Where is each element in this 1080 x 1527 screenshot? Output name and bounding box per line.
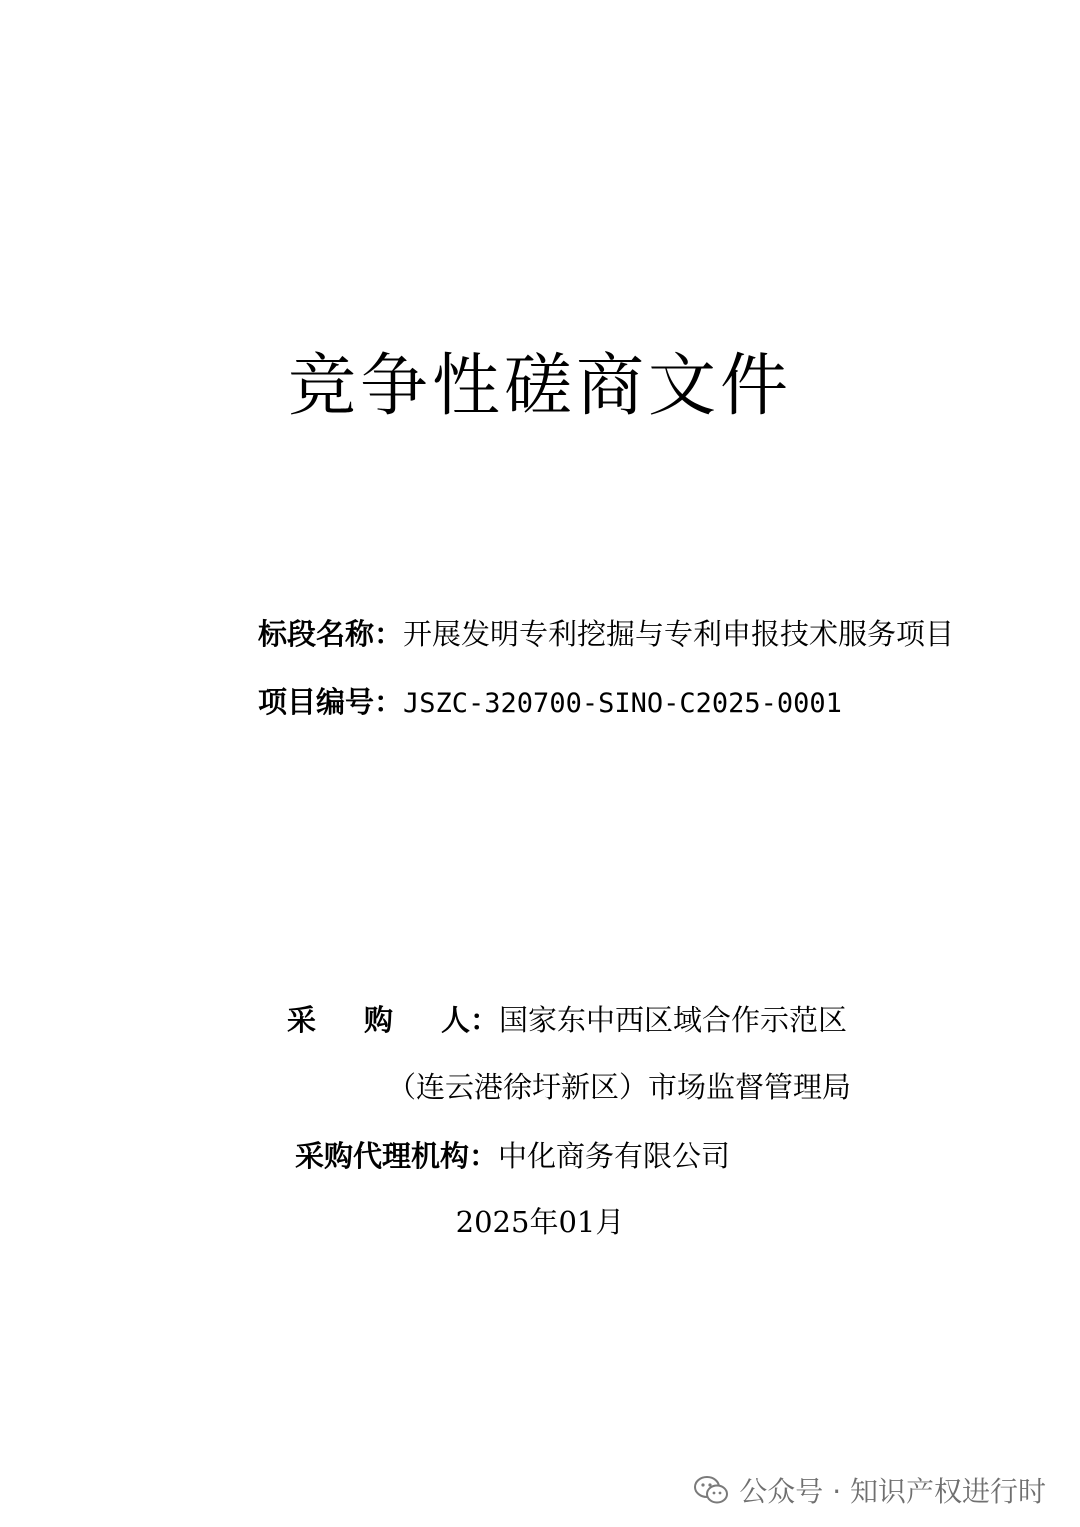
purchaser-label-char: 购 [364, 1003, 394, 1037]
watermark-text: 公众号 · 知识产权进行时 [739, 1475, 1046, 1508]
purchaser-name-line1: 国家东中西区域合作示范区 [499, 1003, 848, 1037]
purchaser-row [287, 1000, 847, 1040]
agency-label: 采购代理机构： [295, 1139, 499, 1173]
purchaser-name-line2: （连云港徐圩新区）市场监督管理局 [387, 1070, 852, 1104]
watermark [693, 1470, 1046, 1510]
agency-value: 中化商务有限公司 [498, 1139, 731, 1173]
purchaser-label-char: 采 [287, 1003, 317, 1037]
purchaser-label-char: 人： [441, 1003, 500, 1037]
project-name-value: 开展发明专利挖掘与专利申报技术服务项目 [403, 617, 955, 651]
project-number-label: 项目编号： [258, 685, 404, 719]
document-title: 竞争性磋商文件 [287, 347, 792, 426]
project-name-row [258, 614, 954, 654]
document-date: 2025年01月 [455, 1205, 625, 1239]
agency-row [295, 1136, 730, 1176]
project-number-row [258, 682, 842, 724]
project-name-label: 标段名称： [258, 617, 404, 651]
wechat-icon [693, 1475, 729, 1505]
project-number-value: JSZC-320700-SINO-C2025-0001 [403, 688, 842, 719]
